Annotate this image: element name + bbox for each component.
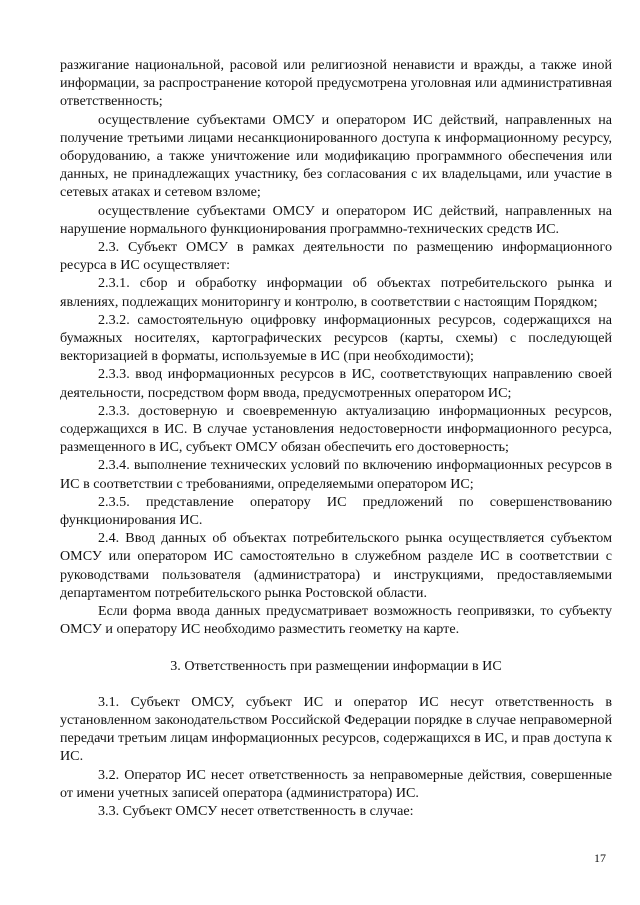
paragraph-2-4: 2.4. Ввод данных об объектах потребительского рынка осуществляется субъектом ОМСУ или оператором ИС самостоятельно в служебном разделе ИС в соответствии с руководствами пользователя (администратора) и инструкциями, предоставляемыми департаментом потребительского рынка Ростовской области. — [60, 530, 612, 601]
paragraph-3-2: 3.2. Оператор ИС несет ответственность за неправомерные действия, совершенные от имени учетных записей оператора (администратора) ИС. — [60, 766, 612, 801]
paragraph-2-3-5: 2.3.5. представление оператору ИС предложений по совершенствованию функционирования ИС. — [60, 493, 612, 529]
page-number: 17 — [594, 851, 606, 865]
paragraph-incitement-clause: разжигание национальной, расовой или религиозной ненависти и вражды, а также иной информации, за распространение которой предусмотрена уголовная или административная ответственность; — [60, 57, 612, 110]
paragraph-2-3-3-input: 2.3.3. ввод информационных ресурсов в ИС, соответствующих направлению своей деятельности, посредством форм ввода, предусмотренных оператором ИС; — [60, 366, 612, 401]
paragraph-2-3-3-update: 2.3.3. достоверную и своевременную актуализацию информационных ресурсов, содержащихся в ИС. В случае установления недостоверности информационного ресурса, размещенного в ИС, субъект ОМСУ обязан обеспечить его достоверность; — [60, 402, 612, 456]
paragraph-geotag: Если форма ввода данных предусматривает возможность геопривязки, то субъекту ОМСУ и оператору ИС необходимо разместить геометку на карте. — [60, 603, 612, 638]
paragraph-disruption: осуществление субъектами ОМСУ и оператором ИС действий, направленных на нарушение нормального функционирования программно-технических средств ИС. — [60, 202, 612, 237]
paragraph-3-1: 3.1. Субъект ОМСУ, субъект ИС и оператор ИС несут ответственность в установленном законодательством Российской Федерации порядке в случае неправомерной передачи третьим лицам информационных ресурсов, содержащихся в ИС, и прав доступа к ИС. — [60, 693, 612, 765]
document-page — [60, 56, 612, 820]
paragraph-2-3: 2.3. Субъект ОМСУ в рамках деятельности по размещению информационного ресурса в ИС осуществляет: — [60, 239, 612, 274]
paragraph-3-3: 3.3. Субъект ОМСУ несет ответственность в случае: — [98, 802, 414, 819]
paragraph-2-3-1: 2.3.1. сбор и обработку информации об объектах потребительского рынка и явлениях, подлежащих мониторингу и контролю, в соответствии с настоящим Порядком; — [60, 275, 612, 310]
section-heading: 3. Ответственность при размещении информации в ИС — [170, 657, 502, 674]
paragraph-2-3-2: 2.3.2. самостоятельную оцифровку информационных ресурсов, содержащихся на бумажных носителях, картографических ресурсов (карты, схемы) с последующей векторизацией в форматы, используемые в ИС (при необходимости); — [60, 311, 612, 365]
paragraph-unauthorized-access: осуществление субъектами ОМСУ и оператором ИС действий, направленных на получение третьими лицами несанкционированного доступа к информационному ресурсу, оборудованию, а также уничтожение или модификацию программного обеспечения или данных, не принадлежащих участнику, без согласования с их владельцами, или участие в сетевых атаках и сетевом взломе; — [60, 111, 612, 201]
paragraph-2-3-4: 2.3.4. выполнение технических условий по включению информационных ресурсов в ИС в соответствии с требованиями, определяемыми оператором ИС; — [60, 457, 612, 492]
